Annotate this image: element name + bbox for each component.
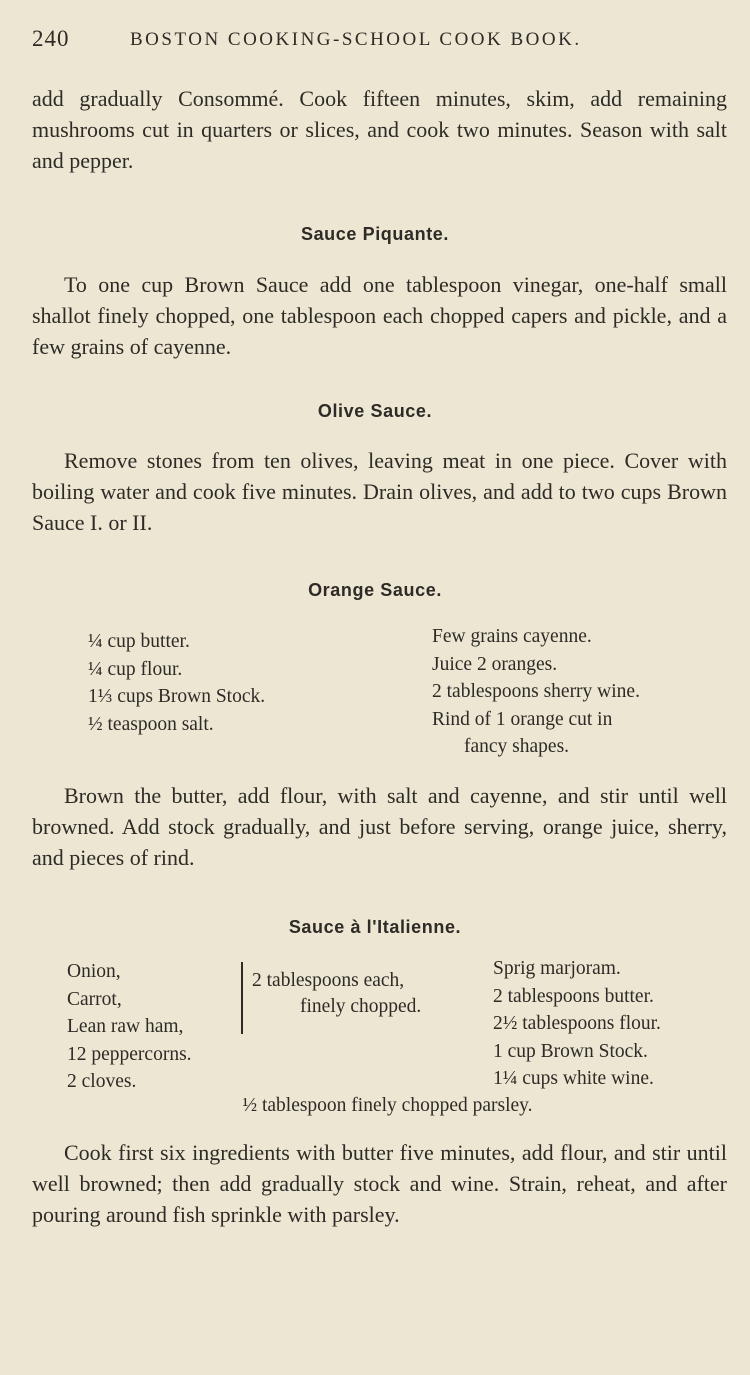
ingredient: Carrot, (67, 988, 122, 1010)
italienne-ingredients-right (493, 955, 661, 1093)
sauce-italienne-title: Sauce à l'Italienne. (288, 917, 462, 937)
running-title: BOSTON COOKING-SCHOOL COOK BOOK. (130, 29, 582, 50)
ingredient: Juice 2 oranges. (432, 653, 558, 675)
olive-sauce-title: Olive Sauce. (317, 401, 433, 421)
intro-paragraph: add gradually Consommé. Cook fifteen minutes, skim, add remaining mushrooms cut in quarters or slices, and cook two minutes. Season with salt and pepper. (32, 86, 727, 173)
orange-ingredients-right (432, 623, 640, 761)
orange-sauce-text (32, 780, 727, 873)
olive-sauce-body: Remove stones from ten olives, leaving meat in one piece. Cover with boiling water and cook five minutes. Drain olives, and add to two cups Brown Sauce I. or II. (32, 448, 727, 535)
ingredient: 1¼ cups white wine. (493, 1068, 654, 1089)
ingredient-continuation: fancy shapes. (464, 736, 570, 757)
ingredient: 2 tablespoons sherry wine. (432, 681, 640, 702)
orange-sauce-title: Orange Sauce. (308, 580, 442, 600)
ingredient: Onion, (67, 961, 121, 982)
ingredient: 2 cloves. (67, 1071, 137, 1092)
brace-note-line: finely chopped. (300, 996, 422, 1017)
ingredient: 2 tablespoons butter. (493, 985, 654, 1007)
ingredient: Few grains cayenne. (432, 626, 592, 647)
ingredient-brace (241, 962, 243, 1034)
ingredient: 2½ tablespoons flour. (493, 1013, 661, 1034)
italienne-brace-note (252, 968, 421, 1020)
ingredient: Rind of 1 orange cut in (432, 708, 613, 730)
ingredient: ½ teaspoon salt. (88, 713, 214, 735)
ingredient: 12 peppercorns. (67, 1043, 192, 1065)
page-header (32, 26, 722, 56)
page-number: 240 (32, 26, 70, 51)
ingredient: ¼ cup flour. (88, 658, 183, 680)
sauce-italienne-text (32, 1137, 727, 1230)
sauce-piquante-title: Sauce Piquante. (300, 224, 450, 244)
ingredient: Sprig marjoram. (493, 958, 621, 979)
ingredient: ¼ cup butter. (88, 631, 190, 652)
orange-sauce-body: Brown the butter, add flour, with salt and cayenne, and stir until well browned. Add stock gradually, and just before serving, orange juice, sherry, and pieces of rind. (32, 783, 727, 870)
sauce-italienne-body: Cook first six ingredients with butter five minutes, add flour, and stir until well browned; then add gradually stock and wine. Strain, reheat, and after pouring around fish sprinkle with parsley. (32, 1140, 727, 1227)
sauce-piquante-text (32, 269, 727, 362)
italienne-ingredients-left (67, 958, 192, 1096)
sauce-piquante-body: To one cup Brown Sauce add one tablespoon vinegar, one-half small shallot finely chopped, one tablespoon each chopped capers and pickle, and a few grains of cayenne. (32, 272, 727, 359)
olive-sauce-text (32, 445, 727, 538)
orange-ingredients-left (88, 628, 265, 738)
brace-note-line: 2 tablespoons each, (252, 970, 405, 991)
ingredient: 1 cup Brown Stock. (493, 1040, 648, 1062)
italienne-ingredient-center: ½ tablespoon finely chopped parsley. (242, 1095, 533, 1116)
ingredient: 1⅓ cups Brown Stock. (88, 686, 266, 707)
ingredient: Lean raw ham, (67, 1016, 184, 1037)
